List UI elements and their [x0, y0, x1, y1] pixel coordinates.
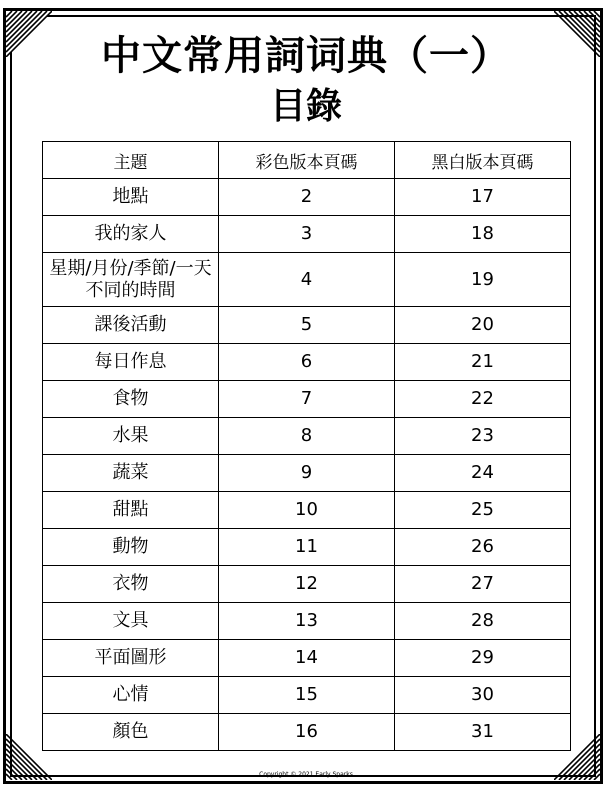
topic-cell: 課後活動 — [43, 307, 219, 344]
color-page-cell: 9 — [219, 455, 395, 492]
color-page-cell: 5 — [219, 307, 395, 344]
bw-page-cell: 25 — [395, 492, 571, 529]
color-page-cell: 3 — [219, 216, 395, 253]
bw-page-cell: 27 — [395, 566, 571, 603]
topic-cell: 地點 — [43, 179, 219, 216]
bw-page-cell: 26 — [395, 529, 571, 566]
topic-cell: 心情 — [43, 677, 219, 714]
table-row — [43, 714, 571, 751]
column-header-topic: 主題 — [43, 142, 219, 179]
topic-cell: 每日作息 — [43, 344, 219, 381]
topic-cell: 平面圖形 — [43, 640, 219, 677]
topic-cell: 食物 — [43, 381, 219, 418]
color-page-cell: 10 — [219, 492, 395, 529]
bw-page-cell: 18 — [395, 216, 571, 253]
topic-cell: 衣物 — [43, 566, 219, 603]
color-page-cell: 4 — [219, 253, 395, 307]
bw-page-cell: 29 — [395, 640, 571, 677]
color-page-cell: 6 — [219, 344, 395, 381]
table-row — [43, 307, 571, 344]
bw-page-cell: 23 — [395, 418, 571, 455]
table-of-contents — [42, 141, 571, 751]
bw-page-cell: 21 — [395, 344, 571, 381]
color-page-cell: 15 — [219, 677, 395, 714]
table-row — [43, 492, 571, 529]
color-page-cell: 12 — [219, 566, 395, 603]
topic-cell: 甜點 — [43, 492, 219, 529]
table-row — [43, 253, 571, 307]
table-row — [43, 603, 571, 640]
table-row — [43, 677, 571, 714]
topic-cell: 我的家人 — [43, 216, 219, 253]
column-header-color-page: 彩色版本頁碼 — [219, 142, 395, 179]
table-row — [43, 455, 571, 492]
table-row — [43, 418, 571, 455]
bw-page-cell: 24 — [395, 455, 571, 492]
table-row — [43, 344, 571, 381]
table-row — [43, 179, 571, 216]
column-header-bw-page: 黑白版本頁碼 — [395, 142, 571, 179]
table-row — [43, 640, 571, 677]
page-title: 中文常用詞词典（一） — [101, 33, 511, 79]
color-page-cell: 2 — [219, 179, 395, 216]
table-row — [43, 529, 571, 566]
table-row — [43, 216, 571, 253]
bw-page-cell: 17 — [395, 179, 571, 216]
topic-cell: 星期/月份/季節/一天不同的時間 — [43, 253, 219, 307]
bw-page-cell: 30 — [395, 677, 571, 714]
color-page-cell: 13 — [219, 603, 395, 640]
table-row — [43, 381, 571, 418]
table-header-row — [43, 142, 571, 179]
bw-page-cell: 31 — [395, 714, 571, 751]
bw-page-cell: 20 — [395, 307, 571, 344]
table-row — [43, 566, 571, 603]
bw-page-cell: 19 — [395, 253, 571, 307]
topic-cell: 顏色 — [43, 714, 219, 751]
topic-cell: 文具 — [43, 603, 219, 640]
topic-cell: 動物 — [43, 529, 219, 566]
color-page-cell: 7 — [219, 381, 395, 418]
topic-cell: 蔬菜 — [43, 455, 219, 492]
bw-page-cell: 22 — [395, 381, 571, 418]
color-page-cell: 14 — [219, 640, 395, 677]
bw-page-cell: 28 — [395, 603, 571, 640]
topic-cell: 水果 — [43, 418, 219, 455]
copyright-notice: Copyright © 2021 Early Sparks — [259, 771, 353, 778]
color-page-cell: 8 — [219, 418, 395, 455]
color-page-cell: 11 — [219, 529, 395, 566]
page-subtitle: 目錄 — [269, 86, 342, 127]
color-page-cell: 16 — [219, 714, 395, 751]
